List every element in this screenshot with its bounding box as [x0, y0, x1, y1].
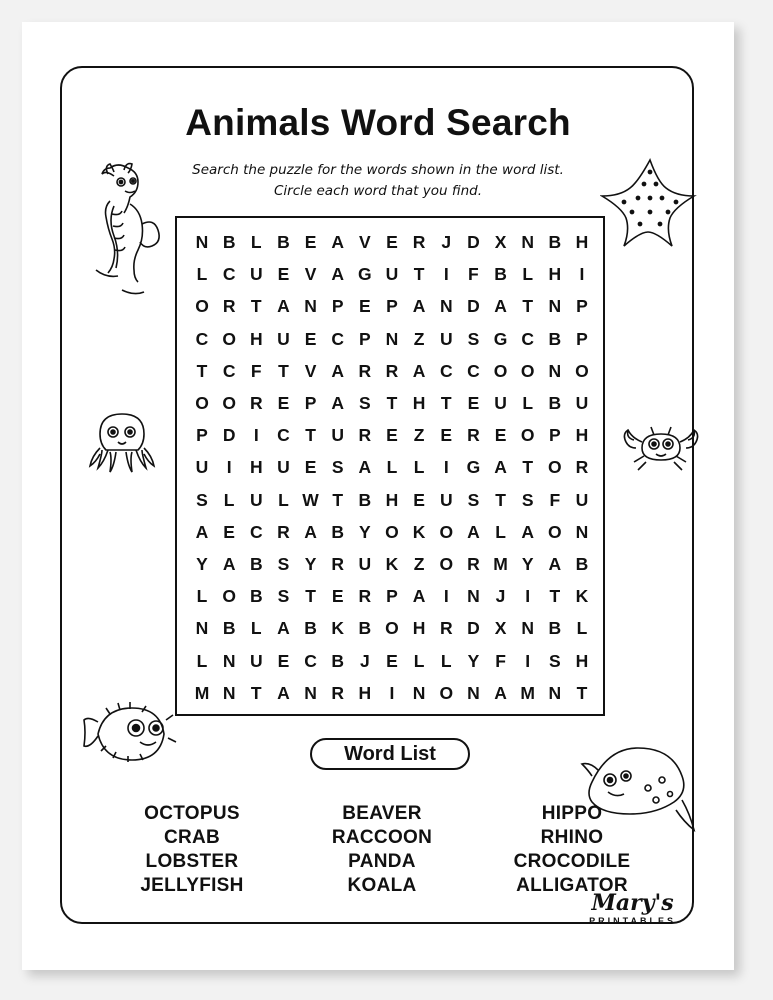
word-list-item: RACCOON — [331, 827, 433, 848]
grid-cell: S — [548, 650, 561, 671]
grid-cell: S — [277, 586, 290, 607]
grid-cell: C — [304, 650, 317, 671]
grid-cell: V — [304, 360, 317, 381]
grid-cell: Z — [413, 425, 425, 446]
grid-cell: O — [439, 554, 454, 575]
grid-cell: S — [196, 489, 208, 510]
word-list-item: CROCODILE — [513, 851, 631, 872]
grid-cell: E — [440, 425, 453, 446]
grid-cell: T — [250, 296, 262, 317]
word-list-item: OCTOPUS — [144, 803, 240, 824]
grid-cell: N — [548, 296, 562, 317]
grid-cell: R — [249, 393, 263, 414]
grid-cell: N — [222, 682, 236, 703]
grid-cell: L — [250, 232, 262, 252]
grid-cell: A — [331, 393, 345, 414]
brand-subtitle: PRINTABLES — [589, 916, 676, 926]
grid-cell: T — [522, 457, 534, 478]
grid-row — [189, 329, 595, 350]
grid-cell: X — [494, 232, 507, 252]
grid-cell: E — [277, 650, 290, 671]
grid-cell: C — [195, 328, 209, 349]
grid-cell: T — [332, 489, 344, 510]
grid-cell: H — [412, 393, 426, 414]
grid-cell: U — [277, 328, 290, 349]
grid-cell: U — [575, 489, 589, 510]
grid-cell: N — [304, 682, 317, 703]
grid-cell: B — [249, 554, 263, 575]
grid-cell: J — [495, 586, 506, 607]
grid-cell: H — [575, 425, 589, 446]
grid-cell: Z — [413, 328, 425, 349]
grid-cell: E — [304, 232, 317, 252]
word-list-item: BEAVER — [342, 803, 422, 824]
grid-cell: I — [443, 264, 449, 285]
grid-cell: B — [304, 618, 317, 639]
grid-cell: I — [389, 682, 395, 703]
grid-cell: Y — [467, 650, 480, 671]
grid-cell: U — [385, 264, 399, 285]
grid-cell: L — [413, 457, 425, 478]
dragon-icon — [84, 162, 164, 302]
grid-cell: H — [249, 328, 263, 349]
grid-cell: T — [250, 682, 262, 703]
instructions-line-1: Search the puzzle for the words shown in the word list. — [192, 162, 564, 178]
grid-cell: S — [331, 457, 344, 478]
grid-letters — [189, 232, 595, 704]
grid-cell: L — [250, 618, 262, 639]
grid-cell: L — [223, 489, 235, 510]
grid-cell: C — [331, 328, 345, 349]
grid-cell: O — [548, 457, 562, 478]
grid-cell: M — [493, 554, 508, 575]
grid-cell: T — [576, 682, 588, 703]
grid-cell: R — [439, 618, 453, 639]
grid-cell: F — [549, 489, 561, 510]
grid-cell: N — [195, 618, 209, 639]
grid-cell: K — [331, 618, 345, 639]
grid-cell: B — [358, 618, 372, 639]
grid-cell: B — [548, 232, 562, 252]
grid-cell: J — [359, 650, 370, 671]
grid-cell: L — [196, 586, 208, 607]
grid-cell: C — [222, 264, 236, 285]
grid-cell: O — [575, 360, 589, 381]
grid-cell: B — [222, 618, 236, 639]
grid-row — [189, 457, 595, 478]
octopus-icon — [84, 402, 160, 482]
word-list — [102, 802, 662, 898]
grid-cell: N — [521, 232, 534, 252]
grid-row — [189, 425, 595, 446]
grid-row — [189, 651, 595, 672]
word-list-item: JELLYFISH — [140, 875, 244, 896]
grid-cell: U — [358, 554, 372, 575]
grid-cell: T — [196, 360, 208, 381]
grid-cell: N — [222, 650, 236, 671]
brand-logo — [589, 892, 676, 926]
grid-cell: S — [277, 554, 290, 575]
grid-cell: A — [494, 457, 507, 478]
grid-cell: L — [278, 489, 289, 510]
grid-cell: B — [249, 586, 263, 607]
grid-cell: O — [195, 393, 209, 414]
grid-cell: L — [440, 650, 452, 671]
grid-cell: A — [331, 360, 345, 381]
grid-cell: G — [358, 264, 372, 285]
grid-cell: P — [359, 328, 371, 349]
grid-cell: A — [412, 586, 426, 607]
grid-cell: N — [439, 296, 453, 317]
grid-cell: L — [522, 264, 534, 285]
grid-cell: P — [576, 296, 588, 317]
grid-cell: B — [548, 328, 562, 349]
grid-cell: A — [277, 618, 290, 639]
grid-cell: R — [412, 232, 426, 252]
word-list-item: CRAB — [163, 827, 221, 848]
grid-cell: B — [331, 650, 345, 671]
grid-cell: E — [359, 296, 371, 317]
grid-cell: T — [522, 296, 534, 317]
grid-cell: K — [385, 554, 399, 575]
grid-cell: A — [412, 360, 426, 381]
grid-cell: B — [575, 554, 589, 575]
grid-cell: U — [439, 328, 453, 349]
word-list-column-2 — [292, 802, 472, 898]
grid-cell: W — [302, 489, 319, 510]
grid-cell: C — [249, 521, 263, 542]
grid-cell: H — [358, 682, 372, 703]
instructions-line-2: Circle each word that you find. — [274, 183, 482, 199]
grid-cell: S — [521, 489, 534, 510]
grid-cell: N — [412, 682, 426, 703]
grid-cell: A — [494, 296, 507, 317]
grid-cell: A — [331, 264, 345, 285]
grid-cell: N — [548, 360, 562, 381]
grid-cell: A — [521, 521, 534, 542]
grid-cell: E — [386, 650, 398, 671]
grid-cell: F — [468, 264, 479, 285]
word-list-column-1 — [102, 802, 282, 898]
grid-cell: R — [331, 554, 345, 575]
grid-cell: T — [413, 264, 425, 285]
grid-cell: E — [386, 232, 398, 252]
grid-cell: A — [277, 296, 290, 317]
grid-cell: R — [575, 457, 589, 478]
word-list-item: RHINO — [540, 827, 604, 848]
grid-cell: P — [386, 586, 398, 607]
grid-cell: N — [467, 586, 480, 607]
grid-cell: I — [579, 264, 585, 285]
grid-cell: N — [575, 521, 589, 542]
grid-cell: N — [195, 232, 209, 252]
grid-cell: N — [304, 296, 317, 317]
grid-cell: A — [195, 521, 209, 542]
grid-cell: T — [440, 393, 452, 414]
grid-cell: R — [385, 360, 399, 381]
grid-cell: E — [277, 393, 290, 414]
grid-cell: L — [413, 650, 425, 671]
grid-cell: P — [196, 425, 208, 446]
grid-cell: P — [548, 425, 561, 446]
grid-cell: O — [439, 521, 454, 542]
word-list-item: PANDA — [348, 851, 416, 872]
grid-cell: E — [304, 328, 317, 349]
grid-cell: I — [443, 586, 449, 607]
grid-cell: I — [253, 425, 259, 446]
grid-cell: T — [278, 360, 289, 381]
grid-row — [189, 264, 595, 285]
grid-cell: M — [194, 682, 210, 703]
grid-cell: H — [249, 457, 263, 478]
grid-cell: I — [226, 457, 232, 478]
grid-cell: A — [494, 682, 507, 703]
grid-cell: N — [521, 618, 534, 639]
grid-cell: O — [222, 586, 236, 607]
grid-cell: L — [522, 393, 534, 414]
grid-cell: B — [358, 489, 372, 510]
grid-cell: L — [576, 618, 588, 639]
word-list-item: KOALA — [347, 875, 417, 896]
grid-cell: A — [467, 521, 480, 542]
grid-row — [189, 683, 595, 704]
grid-cell: B — [548, 393, 562, 414]
grid-cell: U — [575, 393, 589, 414]
grid-row — [189, 296, 595, 317]
grid-cell: N — [385, 328, 399, 349]
grid-cell: R — [222, 296, 236, 317]
instructions — [128, 160, 628, 202]
grid-cell: T — [305, 586, 316, 607]
grid-cell: T — [549, 586, 561, 607]
grid-cell: P — [304, 393, 317, 414]
grid-cell: G — [493, 328, 508, 349]
grid-row — [189, 586, 595, 607]
grid-row — [189, 490, 595, 511]
grid-cell: E — [467, 393, 480, 414]
grid-cell: V — [359, 232, 371, 252]
word-list-item: ALLIGATOR — [516, 875, 628, 896]
grid-cell: A — [412, 296, 426, 317]
grid-cell: E — [413, 489, 425, 510]
grid-cell: L — [196, 264, 208, 285]
crab-icon — [622, 404, 700, 482]
grid-cell: H — [412, 618, 426, 639]
grid-cell: C — [467, 360, 480, 381]
pufferfish-icon — [80, 694, 180, 774]
grid-cell: A — [331, 232, 345, 252]
grid-cell: B — [548, 618, 562, 639]
grid-cell: D — [467, 296, 480, 317]
grid-cell: D — [467, 232, 480, 252]
grid-row — [189, 618, 595, 639]
grid-cell: E — [386, 425, 398, 446]
grid-cell: R — [358, 425, 372, 446]
grid-cell: D — [222, 425, 236, 446]
grid-cell: I — [525, 586, 531, 607]
grid-cell: H — [385, 489, 399, 510]
grid-cell: U — [439, 489, 453, 510]
grid-cell: L — [196, 650, 208, 671]
word-list-header: Word List — [310, 738, 470, 770]
grid-cell: V — [304, 264, 317, 285]
grid-cell: H — [575, 232, 589, 252]
grid-cell: Y — [304, 554, 317, 575]
grid-cell: M — [520, 682, 535, 703]
grid-cell: E — [277, 264, 290, 285]
grid-cell: L — [386, 457, 398, 478]
grid-cell: A — [358, 457, 372, 478]
grid-cell: S — [467, 328, 480, 349]
grid-cell: R — [331, 682, 345, 703]
word-search-grid[interactable] — [175, 216, 605, 716]
brand-name: Mary's — [591, 890, 674, 916]
grid-cell: L — [495, 521, 506, 542]
grid-cell: O — [439, 682, 454, 703]
grid-cell: C — [277, 425, 290, 446]
grid-cell: U — [249, 489, 263, 510]
grid-cell: H — [548, 264, 562, 285]
grid-cell: X — [494, 618, 507, 639]
grid-cell: E — [223, 521, 235, 542]
grid-cell: E — [304, 457, 317, 478]
grid-cell: S — [359, 393, 371, 414]
grid-cell: U — [195, 457, 209, 478]
grid-cell: J — [441, 232, 452, 252]
page-title: Animals Word Search — [185, 102, 571, 143]
grid-cell: O — [520, 425, 535, 446]
grid-cell: P — [386, 296, 398, 317]
grid-cell: A — [222, 554, 236, 575]
grid-cell: B — [222, 232, 236, 252]
grid-cell: R — [277, 521, 290, 542]
grid-cell: F — [250, 360, 262, 381]
grid-cell: A — [548, 554, 562, 575]
grid-cell: B — [494, 264, 507, 285]
grid-row — [189, 522, 595, 543]
grid-cell: O — [222, 393, 236, 414]
grid-cell: R — [358, 360, 372, 381]
grid-row — [189, 393, 595, 414]
grid-cell: O — [385, 521, 399, 542]
grid-cell: R — [467, 554, 480, 575]
grid-cell: I — [525, 650, 531, 671]
grid-cell: C — [521, 328, 534, 349]
grid-cell: T — [305, 425, 316, 446]
grid-cell: O — [520, 360, 535, 381]
grid-cell: O — [548, 521, 562, 542]
grid-cell: E — [494, 425, 507, 446]
grid-cell: U — [331, 425, 345, 446]
word-list-column-3 — [482, 802, 662, 898]
grid-cell: K — [412, 521, 426, 542]
grid-cell: K — [575, 586, 589, 607]
grid-cell: T — [386, 393, 398, 414]
grid-row — [189, 361, 595, 382]
grid-cell: C — [439, 360, 453, 381]
grid-cell: P — [331, 296, 344, 317]
grid-cell: Y — [359, 521, 371, 542]
grid-cell: G — [466, 457, 481, 478]
grid-cell: I — [443, 457, 449, 478]
word-list-item: HIPPO — [541, 803, 603, 824]
grid-cell: F — [495, 650, 506, 671]
grid-cell: A — [277, 682, 290, 703]
word-list-item: LOBSTER — [145, 851, 239, 872]
grid-cell: Z — [413, 554, 425, 575]
grid-cell: Y — [196, 554, 208, 575]
starfish-icon — [600, 154, 700, 250]
grid-cell: N — [548, 682, 562, 703]
grid-row — [189, 554, 595, 575]
grid-cell: N — [467, 682, 480, 703]
grid-cell: B — [277, 232, 290, 252]
grid-cell: U — [249, 650, 263, 671]
grid-cell: T — [495, 489, 506, 510]
grid-cell: R — [358, 586, 372, 607]
grid-cell: Y — [521, 554, 534, 575]
grid-cell: U — [249, 264, 263, 285]
grid-cell: U — [494, 393, 507, 414]
worksheet-sheet — [22, 22, 734, 970]
grid-cell: H — [575, 650, 589, 671]
grid-cell: C — [222, 360, 236, 381]
grid-cell: O — [385, 618, 399, 639]
grid-cell: A — [304, 521, 317, 542]
grid-row — [189, 232, 595, 253]
grid-cell: P — [576, 328, 588, 349]
grid-cell: R — [467, 425, 480, 446]
grid-cell: S — [467, 489, 480, 510]
grid-cell: O — [493, 360, 508, 381]
grid-cell: D — [467, 618, 480, 639]
grid-cell: E — [331, 586, 344, 607]
grid-cell: O — [195, 296, 209, 317]
grid-cell: O — [222, 328, 236, 349]
grid-cell: B — [331, 521, 345, 542]
grid-cell: U — [277, 457, 290, 478]
